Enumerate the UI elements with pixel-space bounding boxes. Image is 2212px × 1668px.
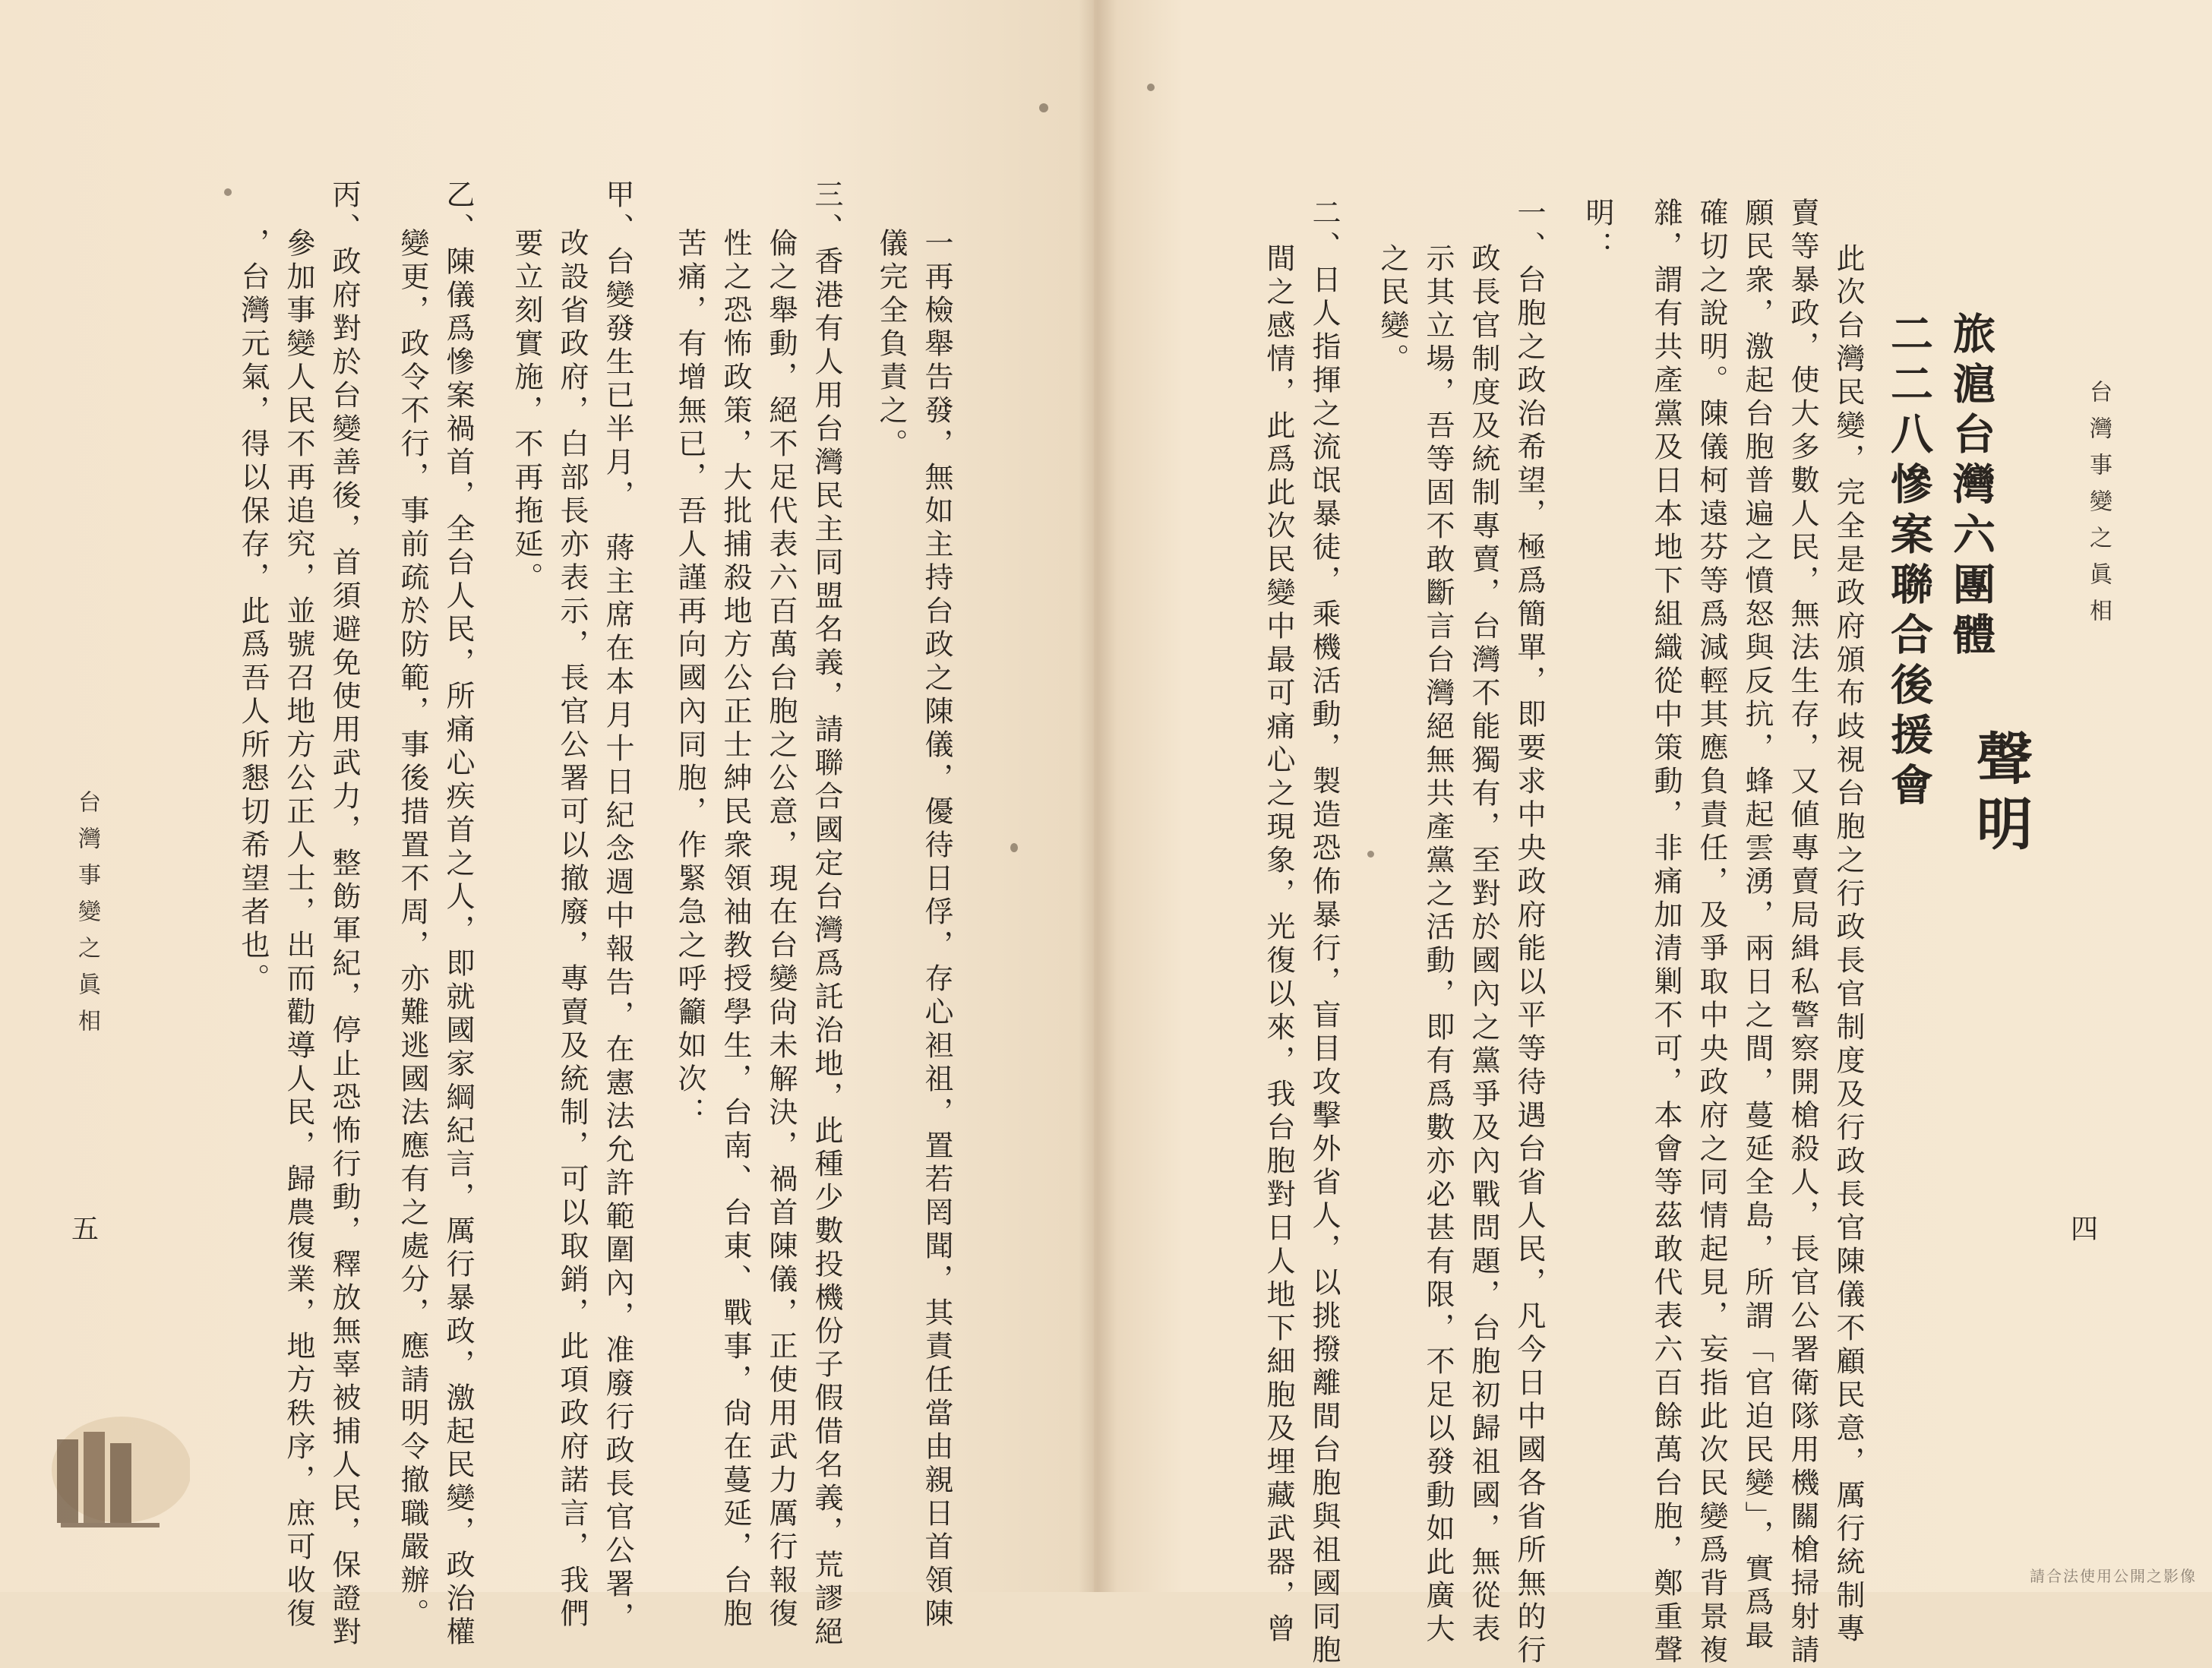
right-running-head: 台灣事變之眞相	[2085, 380, 2112, 635]
right-column-4: 確切之說明。陳儀柯遠芬等爲減輕其應負責任，及爭取中央政府之同情起見，妄指此次民變爲背景複	[1695, 197, 1728, 1668]
right-column-9: 示其立場，吾等固不敢斷言台灣絕無共產黨之活動，即有爲數亦必甚有限，不足以發動如此廣大	[1421, 243, 1455, 1647]
left-column-6: 苦痛，有增無已，吾人謹再向國內同胞，作緊急之呼籲如次：	[673, 228, 706, 1130]
right-column-7: 一、台胞之政治希望，極爲簡單，即要求中央政府能以平等待遇台省人民，凡今日中國各省所無的行	[1512, 197, 1546, 1668]
right-column-10: 之民變。	[1376, 243, 1409, 377]
left-column-3: 三、香港有人用台灣民主同盟名義，請聯合國定台灣爲託治地，此種少數投機份子假借名義，荒謬絕	[810, 179, 843, 1650]
right-column-2: 賣等暴政，使大多數人民，無法生存，又値專賣局緝私警察開槍殺人，長官公署衛隊用機關槍掃射請	[1786, 197, 1819, 1668]
right-column-8: 政長官制度及統制專賣，台灣不能獨有，至對於國內之黨爭及內戰問題，台胞初歸祖國，無從表	[1467, 243, 1500, 1647]
left-column-8: 改設省政府，白部長亦表示，長官公署可以撤廢，專賣及統制，可以取銷，此項政府諾言，我們	[555, 228, 589, 1632]
left-column-1: 一再檢舉告發，無如主持台政之陳儀，優待日俘，存心袒祖，置若罔聞，其責任當由親日首領陳	[920, 228, 953, 1632]
paper-speck	[1010, 843, 1018, 852]
left-column-4: 倫之舉動，絕不足代表六百萬台胞之公意，現在台變尙未解決，禍首陳儀，正使用武力厲行報復	[764, 228, 798, 1632]
right-column-5: 雜，謂有共產黨及日本地下組織從中策動，非痛加清剿不可，本會等茲敢代表六百餘萬台胞，鄭重聲	[1649, 197, 1683, 1668]
paper-speck	[224, 188, 232, 196]
left-column-12: 丙、政府對於台變善後，首須避免使用武力，整飭軍紀，停止恐怖行動，釋放無辜被捕人民，保證對	[327, 179, 361, 1650]
left-column-13: 參加事變人民不再追究，並號召地方公正人士，出而勸導人民，歸農復業，地方秩序，庶可收復	[282, 228, 315, 1632]
left-column-14: ，台灣元氣，得以保存，此爲吾人所懇切希望者也。	[236, 228, 270, 997]
right-column-3: 願民衆，激起台胞普遍之憤怒與反抗，蜂起雲湧，兩日之間，蔓延全島，所謂「官迫民變」，實爲最	[1740, 197, 1774, 1654]
usage-watermark: 請合法使用公開之影像	[2030, 1567, 2197, 1585]
right-column-1: 此次台灣民變，完全是政府頒布歧視台胞之行政長官制度及行政長官陳儀不顧民意，厲行統制專	[1831, 243, 1865, 1647]
left-column-11: 變更，政令不行，事前疏於防範，事後措置不周，亦難逃國法應有之處分，應請明令撤職嚴辦。	[396, 228, 429, 1632]
left-column-7: 甲、台變發生已半月， 蔣主席在本月十日紀念週中報告，在憲法允許範圍內，准廢行政長官公署，	[601, 179, 634, 1635]
right-column-12: 間之感情，此爲此次民變中最可痛心之現象，光復以來，我台胞對日人地下細胞及埋藏武器，曾	[1262, 243, 1295, 1647]
paper-speck	[1147, 84, 1155, 91]
right-page-number: 四	[2071, 1214, 2099, 1245]
left-page-number: 五	[71, 1214, 100, 1245]
title-committee: 二二八慘案聯合後援會	[1884, 311, 1934, 813]
left-running-head: 台灣事變之眞相	[74, 790, 100, 1045]
right-column-6: 明：	[1581, 197, 1614, 264]
left-column-2: 儀完全負責之。	[874, 228, 908, 462]
left-column-10: 乙、陳儀爲慘案禍首，全台人民，所痛心疾首之人，即就國家綱紀言，厲行暴政，激起民變，政治權	[441, 179, 475, 1650]
title-organization: 旅滬台灣六團體	[1946, 311, 1996, 662]
right-column-11: 二、日人指揮之流氓暴徒，乘機活動，製造恐佈暴行，盲目攻擊外省人，以挑撥離間台胞與祖國同胞	[1307, 197, 1341, 1668]
left-column-9: 要立刻實施，不再拖延。	[510, 228, 543, 595]
left-column-5: 性之恐怖政策，大批捕殺地方公正士紳民衆領袖教授學生，台南、台東、戰事，尙在蔓延，台胞	[719, 228, 752, 1632]
book-gutter	[1079, 0, 1117, 1592]
library-logo-icon	[30, 1398, 190, 1542]
title-statement: 聲明	[1967, 729, 2033, 860]
paper-speck	[1039, 103, 1048, 112]
paper-speck	[1367, 851, 1374, 858]
